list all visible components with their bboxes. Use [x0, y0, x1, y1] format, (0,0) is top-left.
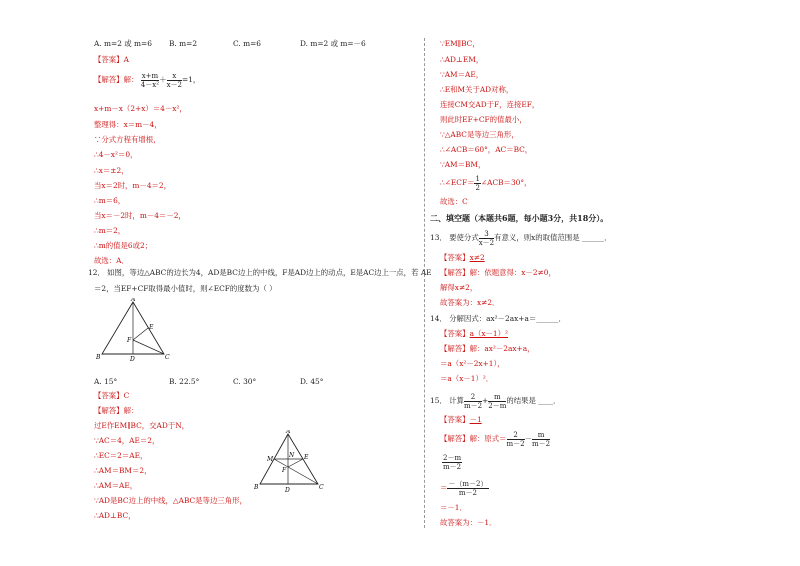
- q15-answer-value: －1: [469, 415, 482, 424]
- q15-fraction-2: [488, 393, 506, 410]
- q11-step-2: 整理得：x＝m－4，: [94, 120, 162, 129]
- q15-s2-num: 2－m: [443, 453, 462, 462]
- r10-post: ∠ACB＝30°，: [480, 178, 532, 187]
- q13-answer-value: x≠2: [469, 253, 485, 262]
- q11-fraction-1: [141, 72, 159, 89]
- q11-den2: x－2: [166, 80, 182, 89]
- q15-explanation: [440, 429, 550, 449]
- q12-cont-6: 则此时EF+CF的值最小，: [440, 115, 527, 124]
- q12-step-7: ∴AD⊥BC，: [94, 511, 136, 520]
- q12-option-c: C. 30°: [233, 377, 257, 386]
- q15-s2-den: m－2: [443, 462, 462, 471]
- q12-option-b: B. 22.5°: [169, 377, 200, 386]
- q15-pre: 15． 计算: [430, 396, 464, 405]
- q12-cont-5: 连接CM交AD于F，连接EF，: [440, 100, 540, 109]
- q12-option-d: D. 45°: [300, 377, 324, 386]
- q13-explanation: 【解答】解：依题意得：x－2≠0，: [440, 268, 556, 277]
- q15-answer-tag: 【答案】: [440, 415, 470, 424]
- q14-answer-tag: 【答案】: [440, 329, 470, 338]
- q12-step-2: ∵AC＝4，AE＝2，: [94, 436, 160, 445]
- q12-exp-text: 解：: [123, 406, 139, 415]
- label-b: B: [254, 484, 259, 491]
- label-n: N: [289, 452, 295, 459]
- label-m: M: [267, 456, 274, 463]
- q14-step-3: ＝a（x－1）²．: [440, 374, 494, 383]
- q15-s3-num: －（m－2）: [448, 479, 488, 488]
- q11-explanation-head: [94, 70, 200, 90]
- q11-exp-tag: 【解答】: [94, 75, 124, 84]
- q13-post: 有意义，则x的取值范围是 ______．: [494, 233, 612, 242]
- q15-num2: m: [488, 393, 506, 402]
- q13-step-2: 解得x≠2，: [440, 283, 478, 292]
- q15-step-3: [440, 478, 489, 498]
- q15-e-minus: －: [524, 434, 533, 443]
- q15-e-num2: m: [532, 431, 550, 440]
- q11-eq-plus: ＋: [159, 75, 167, 84]
- q11-option-c: C. m=6: [233, 39, 261, 48]
- q15-s3-den: m－2: [458, 488, 477, 497]
- q12-step-1: 过E作EM∥BC，交AD于N，: [94, 421, 190, 430]
- q12-cont-9: ∵AM＝BM，: [440, 160, 486, 169]
- q12-step-3: ∴EC＝2＝AE，: [94, 451, 148, 460]
- q12-step-4: ∴AM＝BM＝2，: [94, 466, 152, 475]
- label-c: C: [165, 354, 170, 361]
- q13-fraction: [479, 230, 494, 247]
- q11-step-4: ∴4－x²＝0，: [94, 150, 138, 159]
- q15-num1: 2: [464, 393, 482, 402]
- q11-step-8: 当x＝－2时，m－4＝－2，: [94, 211, 186, 220]
- q11-step-11: 故选：A．: [94, 256, 129, 265]
- label-f: F: [127, 337, 132, 344]
- q13-answer: [440, 253, 485, 263]
- q14-answer-value: a（x－1）²: [469, 329, 508, 338]
- label-e: E: [149, 324, 154, 331]
- q12-explanation-head: [94, 406, 138, 416]
- label-e: E: [304, 454, 309, 461]
- q12-cont-7: ∵△ABC是等边三角形，: [440, 130, 519, 139]
- q15-den2: 2－m: [488, 401, 507, 410]
- q12-cont-10: [440, 174, 531, 192]
- q15-plus: +: [482, 396, 489, 405]
- q15-e-num1: 2: [507, 431, 525, 440]
- q14-step-2: ＝a（x²－2x+1），: [440, 359, 505, 368]
- q11-option-d: D. m=2 或 m=－6: [300, 39, 366, 48]
- q12-option-a: A. 15°: [94, 377, 118, 386]
- q11-step-7: ∴m＝6，: [94, 196, 126, 205]
- q11-step-3: ∵分式方程有增根，: [94, 135, 161, 144]
- q11-option-a: A. m=2 或 m=6: [94, 39, 152, 48]
- q15-step-4: ＝－1．: [440, 503, 467, 512]
- label-a: A: [286, 430, 291, 435]
- q15-e-den2: m－2: [532, 439, 551, 448]
- q15-exp-fraction-2: [532, 431, 550, 448]
- r10-pre: ∴∠ECF＝: [440, 178, 475, 187]
- q12-stem-line2: ＝2，当EF+CF取得最小值时，则∠ECF的度数为（ ）: [94, 284, 277, 293]
- q11-step-6: 当x＝2时，m－4＝2，: [94, 181, 172, 190]
- q12-cont-8: ∴∠ACB＝60°，AC＝BC，: [440, 145, 533, 154]
- r10-num: 1: [475, 174, 480, 183]
- q11-eq-dot: ，: [192, 75, 201, 84]
- q15-den1: m－2: [463, 401, 483, 410]
- q12-step-6: ∵AD是BC边上的中线，△ABC是等边三角形，: [94, 496, 247, 505]
- q12-answer: 【答案】C: [94, 391, 130, 400]
- q11-eq-rhs: =1: [182, 75, 193, 84]
- column-divider: [424, 38, 425, 528]
- q15-s3-fraction: [447, 480, 488, 497]
- q13-den: x－2: [478, 238, 495, 247]
- q11-num1: x+m: [141, 71, 159, 80]
- label-f: F: [282, 467, 287, 474]
- q12-cont-4: ∴E和M关于AD对称，: [440, 85, 514, 94]
- label-a: A: [131, 298, 136, 303]
- q12-cont-2: ∴AD⊥EM，: [440, 55, 484, 64]
- section-heading: 二、填空题（本题共6题，每小题3分，共18分）。: [430, 213, 609, 223]
- q11-fraction-2: [167, 72, 182, 89]
- q15-step-5: 故答案为：－1．: [440, 518, 497, 527]
- label-d: D: [130, 356, 135, 363]
- q15-fraction-1: [464, 393, 482, 410]
- q15-e-den1: m－2: [506, 439, 525, 448]
- segment-fe: [288, 459, 303, 467]
- q12-step-5: ∴AM＝AE，: [94, 481, 138, 490]
- q13-pre: 13． 要使分式: [430, 233, 479, 242]
- q11-step-1: x+m－x（2+x）＝4－x²，: [94, 104, 187, 113]
- q11-option-b: B. m=2: [169, 39, 198, 48]
- q12-stem-line1: 12． 如图，等边△ABC的边长为4，AD是BC边上的中线，F是AD边上的动点，E是AC边上一点，若 AE: [88, 268, 432, 277]
- q12-figure: [96, 298, 186, 364]
- q13-answer-tag: 【答案】: [440, 253, 470, 262]
- q15-stem: [430, 391, 560, 411]
- q11-den1: 4－x²: [140, 80, 160, 89]
- q13-stem: [430, 228, 612, 248]
- q14-answer: [440, 329, 508, 339]
- q13-step-3: 故答案为：x≠2．: [440, 298, 500, 307]
- q12-cont-11: 故选：C: [440, 197, 468, 206]
- label-b: B: [96, 354, 101, 361]
- label-d: D: [285, 487, 290, 494]
- q15-post: 的结果是 ____．: [506, 396, 561, 405]
- q11-exp-text: 解：: [123, 75, 139, 84]
- segment-fe: [133, 328, 148, 340]
- q15-answer: [440, 415, 482, 425]
- q14-stem: 14． 分解因式：ax²－2ax+a＝______．: [430, 314, 566, 323]
- r10-den: 2: [475, 183, 480, 192]
- q14-explanation: 【解答】解：ax²－2ax+a，: [440, 344, 535, 353]
- q15-s2-fraction: [442, 454, 462, 471]
- q15-exp-tag: 【解答】解：原式＝: [440, 434, 507, 443]
- q11-step-9: ∴m＝2，: [94, 226, 126, 235]
- q11-step-10: ∴m的值是6或2；: [94, 241, 153, 250]
- q15-step-2: [442, 452, 462, 472]
- q12-cont-3: ∵AM＝AE，: [440, 70, 484, 79]
- q12-solution-figure: [254, 430, 334, 494]
- label-c: C: [319, 484, 324, 491]
- q12-cont-1: ∵EM∥BC，: [440, 39, 480, 48]
- q12-exp-tag: 【解答】: [94, 406, 124, 415]
- q11-answer: 【答案】A: [94, 55, 129, 64]
- q13-num: 3: [479, 230, 494, 239]
- q11-num2: x: [167, 72, 182, 81]
- q15-s3-pre: ＝: [440, 483, 448, 492]
- q11-step-5: ∴x＝±2，: [94, 166, 129, 175]
- q15-exp-fraction-1: [507, 431, 525, 448]
